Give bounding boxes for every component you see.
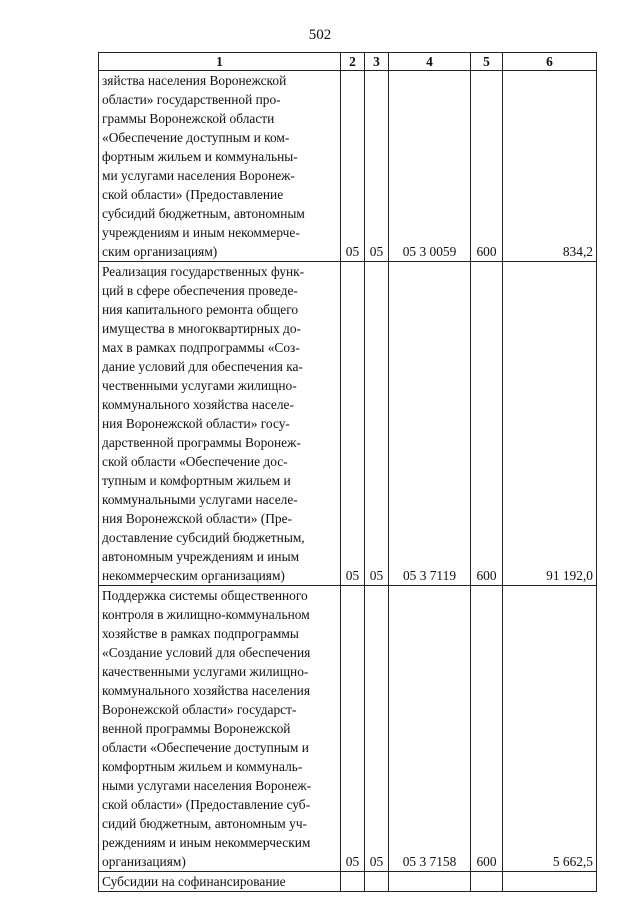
target-article-code: 05 3 0059 [389, 71, 471, 262]
description-line: ния Воронежской области» (Пре- [102, 511, 292, 526]
expense-type-code: 600 [471, 586, 503, 872]
expense-type-code: 600 [471, 71, 503, 262]
table-header-row [99, 53, 597, 71]
header-col-3: 3 [365, 53, 389, 71]
header-col-4: 4 [389, 53, 471, 71]
description-line: дарственной программы Воронеж- [102, 435, 301, 450]
description-line: ций в сфере обеспечения проведе- [102, 283, 298, 298]
row-description [99, 872, 341, 892]
description-line: коммунального хозяйства населения [102, 683, 310, 698]
header-col-1: 1 [99, 53, 341, 71]
row-description [99, 262, 341, 586]
description-line: доставление субсидий бюджетным, [102, 530, 305, 545]
description-line: Субсидии на софинансирование [102, 874, 286, 889]
target-article-code [389, 872, 471, 892]
target-article-code: 05 3 7158 [389, 586, 471, 872]
description-line: области «Обеспечение доступным и [102, 740, 309, 755]
description-line: фортным жильем и коммунальны- [102, 149, 298, 164]
subsection-code [365, 872, 389, 892]
table-row [99, 262, 597, 586]
description-line: ния Воронежской области» госу- [102, 416, 290, 431]
row-description [99, 586, 341, 872]
description-line: области» государственной про- [102, 92, 281, 107]
description-line: мах в рамках подпрограммы «Соз- [102, 340, 300, 355]
amount-value [503, 872, 597, 892]
amount-value: 834,2 [503, 71, 597, 262]
description-line: автономным учреждениям и иным [102, 549, 300, 564]
subsection-code: 05 [365, 262, 389, 586]
description-line: некоммерческим организациям) [102, 568, 285, 583]
description-line: хозяйстве в рамках подпрограммы [102, 626, 299, 641]
table-row [99, 586, 597, 872]
description-line: чественными услугами жилищно- [102, 378, 297, 393]
description-line: ми услугами населения Воронеж- [102, 168, 295, 183]
page-number: 502 [308, 27, 332, 43]
description-line: качественными услугами жилищно- [102, 664, 309, 679]
amount-value: 5 662,5 [503, 586, 597, 872]
description-line: сидий бюджетным, автономным уч- [102, 816, 308, 831]
description-line: граммы Воронежской области [102, 111, 275, 126]
description-line: реждениям и иным некоммерческим [102, 835, 311, 850]
header-col-5: 5 [471, 53, 503, 71]
description-line: зяйства населения Воронежской [102, 73, 287, 88]
description-line: коммунальными услугами населе- [102, 492, 298, 507]
section-code [341, 872, 365, 892]
description-line: ными услугами населения Воронеж- [102, 778, 312, 793]
description-line: ской области» (Предоставление суб- [102, 797, 311, 812]
table-row [99, 71, 597, 262]
target-article-code: 05 3 7119 [389, 262, 471, 586]
section-code: 05 [341, 262, 365, 586]
description-line: ской области «Обеспечение дос- [102, 454, 288, 469]
description-line: комфортным жильем и коммуналь- [102, 759, 303, 774]
description-line: ским организациям) [102, 244, 218, 259]
description-line: дание условий для обеспечения ка- [102, 359, 303, 374]
budget-table [98, 52, 597, 892]
header-col-6: 6 [503, 53, 597, 71]
table-row [99, 872, 597, 892]
description-line: Реализация государственных функ- [102, 264, 305, 279]
description-line: учреждениям и иным некоммерче- [102, 225, 300, 240]
subsection-code: 05 [365, 586, 389, 872]
table-body [99, 71, 597, 892]
description-line: «Создание условий для обеспечения [102, 645, 311, 660]
description-line: коммунального хозяйства населе- [102, 397, 294, 412]
description-line: ской области» (Предоставление [102, 187, 284, 202]
expense-type-code: 600 [471, 262, 503, 586]
expense-type-code [471, 872, 503, 892]
description-line: тупным и комфортным жильем и [102, 473, 291, 488]
header-col-2: 2 [341, 53, 365, 71]
description-line: имущества в многоквартирных до- [102, 321, 302, 336]
row-description [99, 71, 341, 262]
description-line: субсидий бюджетным, автономным [102, 206, 305, 221]
subsection-code: 05 [365, 71, 389, 262]
description-line: Воронежской области» государст- [102, 702, 297, 717]
description-line: Поддержка системы общественного [102, 588, 308, 603]
section-code: 05 [341, 586, 365, 872]
amount-value: 91 192,0 [503, 262, 597, 586]
description-line: «Обеспечение доступным и ком- [102, 130, 290, 145]
description-line: ния капитального ремонта общего [102, 302, 299, 317]
description-line: венной программы Воронежской [102, 721, 291, 736]
section-code: 05 [341, 71, 365, 262]
description-line: организациям) [102, 854, 186, 869]
description-line: контроля в жилищно-коммунальном [102, 607, 310, 622]
